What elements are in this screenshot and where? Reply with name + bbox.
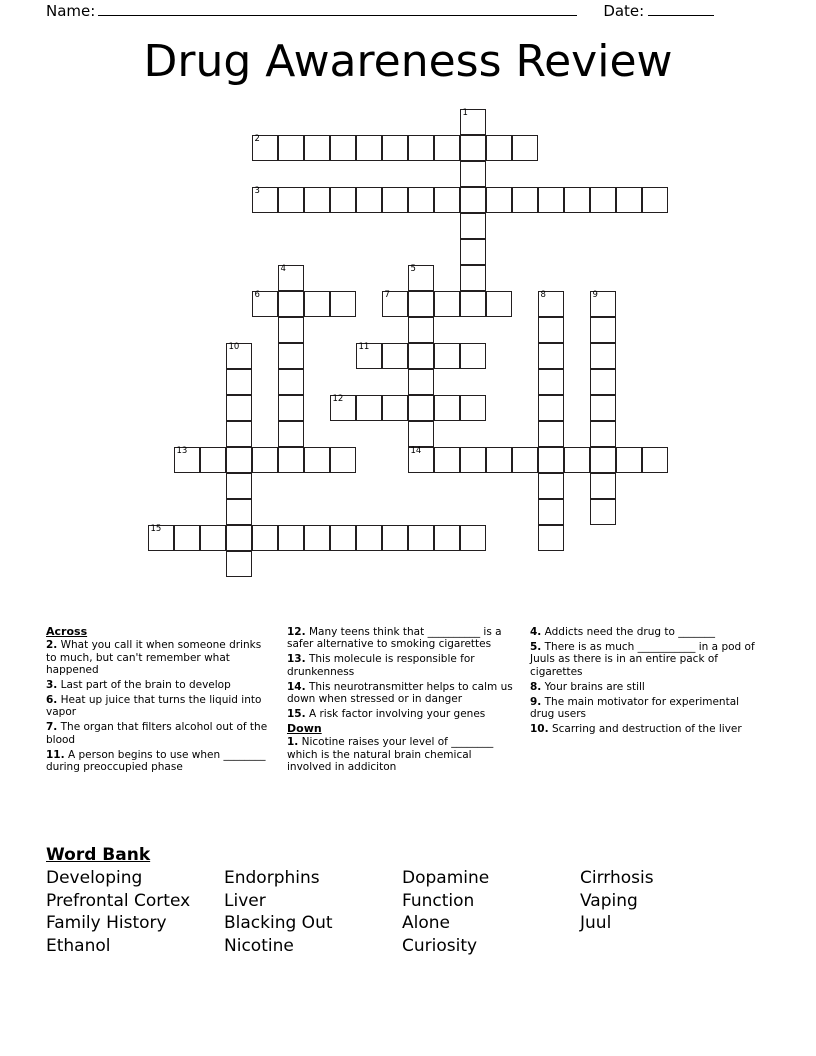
crossword-cell[interactable]: [460, 213, 486, 239]
clue-number: 10.: [530, 722, 549, 735]
crossword-cell[interactable]: [278, 317, 304, 343]
crossword-cell[interactable]: [356, 135, 382, 161]
crossword-cell[interactable]: [174, 525, 200, 551]
word-bank-grid: [46, 867, 770, 957]
crossword-cell[interactable]: [538, 343, 564, 369]
crossword-cell[interactable]: [330, 525, 356, 551]
crossword-cell[interactable]: [382, 343, 408, 369]
crossword-cell[interactable]: [408, 317, 434, 343]
word-bank-word: Liver: [224, 890, 266, 911]
crossword-cell[interactable]: [278, 447, 304, 473]
clue-across-14: [287, 681, 518, 706]
crossword-cell[interactable]: [564, 187, 590, 213]
crossword-cell[interactable]: [590, 473, 616, 499]
crossword-cell[interactable]: [200, 447, 226, 473]
crossword-cell[interactable]: [434, 525, 460, 551]
cell-number: 13: [176, 446, 188, 456]
crossword-cell[interactable]: [408, 369, 434, 395]
crossword-cell[interactable]: [460, 343, 486, 369]
crossword-cell[interactable]: [538, 473, 564, 499]
crossword-cell[interactable]: [616, 187, 642, 213]
crossword-cell[interactable]: [408, 343, 434, 369]
crossword-cell[interactable]: [538, 317, 564, 343]
name-date-row: [46, 2, 770, 20]
word-bank-word: Cirrhosis: [580, 868, 654, 888]
cell-number: 10: [228, 342, 240, 352]
crossword-cell[interactable]: [434, 135, 460, 161]
crossword-cell[interactable]: [304, 525, 330, 551]
clue-column-1: [46, 626, 287, 776]
crossword-cell[interactable]: [278, 525, 304, 551]
clue-text: This neurotransmitter helps to calm us down when stressed or in danger: [287, 680, 513, 706]
crossword-cell[interactable]: [564, 447, 590, 473]
cell-number: 7: [384, 290, 390, 300]
crossword-cell[interactable]: [408, 187, 434, 213]
crossword-cell[interactable]: [538, 499, 564, 525]
crossword-cell[interactable]: [278, 135, 304, 161]
clue-text: The organ that filters alcohol out of the blood: [46, 721, 268, 746]
word-bank-word: Dopamine: [402, 868, 490, 888]
crossword-cell[interactable]: [330, 395, 356, 421]
cell-number: 6: [254, 290, 260, 300]
crossword-cell[interactable]: [252, 291, 278, 317]
crossword-cell[interactable]: [226, 421, 252, 447]
clue-text: Addicts need the drug to _______: [544, 626, 715, 638]
clue-text: Nicotine raises your level of ________ which is the natural brain chemical involved in addiciton: [287, 736, 494, 774]
clue-text: The main motivator for experimental drug users: [530, 695, 740, 720]
clue-number: 2.: [46, 639, 58, 652]
word-bank-word: Vaping: [580, 890, 638, 911]
word-bank-word: Ethanol: [46, 935, 111, 956]
crossword-cell[interactable]: [226, 473, 252, 499]
crossword-cell[interactable]: [434, 343, 460, 369]
word-bank-section: [46, 845, 770, 957]
crossword-cell[interactable]: [278, 187, 304, 213]
across-heading: Across: [46, 625, 88, 638]
word-bank-word: Nicotine: [224, 935, 294, 956]
crossword-cell[interactable]: [590, 291, 616, 317]
crossword-cell[interactable]: [304, 291, 330, 317]
clue-across-11: [46, 749, 275, 774]
crossword-grid: [0, 105, 816, 585]
crossword-cell[interactable]: [642, 447, 668, 473]
crossword-cell[interactable]: [460, 109, 486, 135]
crossword-cell[interactable]: [590, 421, 616, 447]
clue-text: What you call it when someone drinks to much, but can't remember what happened: [46, 639, 262, 677]
crossword-cell[interactable]: [408, 447, 434, 473]
clue-down-5: [530, 641, 758, 678]
crossword-cell[interactable]: [590, 187, 616, 213]
cell-number: 1: [462, 108, 468, 118]
clue-across-13: [287, 653, 518, 678]
crossword-cell[interactable]: [148, 525, 174, 551]
clue-across-3: [46, 679, 275, 691]
crossword-cell[interactable]: [226, 369, 252, 395]
word-bank-word: Function: [402, 890, 475, 911]
crossword-cell[interactable]: [382, 187, 408, 213]
name-blank-line[interactable]: [98, 3, 577, 16]
clue-down-9: [530, 696, 758, 721]
crossword-cell[interactable]: [434, 395, 460, 421]
crossword-cell[interactable]: [460, 395, 486, 421]
crossword-cell[interactable]: [434, 291, 460, 317]
clue-text: Your brains are still: [544, 680, 645, 693]
crossword-cell[interactable]: [538, 369, 564, 395]
clue-number: 1.: [287, 736, 299, 749]
cell-number: 8: [540, 290, 546, 300]
crossword-cell[interactable]: [434, 447, 460, 473]
clue-text: Many teens think that __________ is a safer alternative to smoking cigarettes: [287, 626, 502, 651]
crossword-cell[interactable]: [226, 499, 252, 525]
crossword-cell[interactable]: [356, 395, 382, 421]
clue-number: 8.: [530, 680, 542, 693]
crossword-cell[interactable]: [538, 291, 564, 317]
word-bank-heading: Word Bank: [46, 845, 151, 865]
crossword-cell[interactable]: [278, 343, 304, 369]
crossword-cell[interactable]: [538, 395, 564, 421]
crossword-cell[interactable]: [382, 135, 408, 161]
clue-down-4: [530, 626, 758, 638]
cell-number: 14: [410, 446, 422, 456]
clue-number: 12.: [287, 626, 306, 638]
crossword-cell[interactable]: [460, 187, 486, 213]
cell-number: 12: [332, 394, 344, 404]
crossword-cell[interactable]: [460, 161, 486, 187]
crossword-cell[interactable]: [486, 187, 512, 213]
crossword-cell[interactable]: [460, 265, 486, 291]
crossword-cell[interactable]: [200, 525, 226, 551]
crossword-cell[interactable]: [486, 447, 512, 473]
clue-down-1: [287, 736, 518, 773]
crossword-cell[interactable]: [590, 447, 616, 473]
crossword-cell[interactable]: [642, 187, 668, 213]
crossword-cell[interactable]: [538, 187, 564, 213]
cell-number: 9: [592, 290, 598, 300]
down-heading: Down: [287, 721, 322, 735]
crossword-cell[interactable]: [460, 239, 486, 265]
page-title: Drug Awareness Review: [143, 36, 673, 87]
word-bank-word: Juul: [580, 913, 612, 933]
cell-number: 15: [150, 524, 162, 534]
crossword-cell[interactable]: [356, 343, 382, 369]
crossword-cell[interactable]: [486, 291, 512, 317]
crossword-cell[interactable]: [174, 447, 200, 473]
crossword-cell[interactable]: [590, 395, 616, 421]
crossword-cell[interactable]: [408, 525, 434, 551]
clue-number: 11.: [46, 748, 65, 761]
crossword-cell[interactable]: [226, 525, 252, 551]
clue-text: A risk factor involving your genes: [308, 707, 486, 720]
crossword-cell[interactable]: [330, 135, 356, 161]
cell-number: 11: [358, 342, 370, 352]
word-bank-word: Endorphins: [224, 868, 320, 888]
crossword-cell[interactable]: [330, 447, 356, 473]
crossword-cell[interactable]: [590, 317, 616, 343]
clue-across-6: [46, 694, 275, 719]
crossword-cell[interactable]: [252, 447, 278, 473]
clue-text: Scarring and destruction of the liver: [551, 722, 742, 735]
crossword-cell[interactable]: [616, 447, 642, 473]
crossword-cell[interactable]: [512, 187, 538, 213]
clue-across-15: [287, 708, 518, 720]
cell-number: 3: [254, 186, 260, 196]
crossword-cell[interactable]: [304, 135, 330, 161]
clue-number: 5.: [530, 640, 542, 653]
crossword-cell[interactable]: [226, 447, 252, 473]
clue-across-7: [46, 721, 275, 746]
date-label: Date:: [603, 2, 645, 20]
crossword-cell[interactable]: [538, 525, 564, 551]
crossword-cell[interactable]: [330, 291, 356, 317]
crossword-cell[interactable]: [382, 525, 408, 551]
crossword-cell[interactable]: [486, 135, 512, 161]
crossword-cell[interactable]: [434, 187, 460, 213]
crossword-cell[interactable]: [278, 421, 304, 447]
crossword-cell[interactable]: [408, 265, 434, 291]
clue-column-3: [530, 626, 770, 776]
crossword-cell[interactable]: [538, 447, 564, 473]
word-bank-word: Prefrontal Cortex: [46, 890, 191, 911]
clue-number: 15.: [287, 707, 306, 720]
crossword-cell[interactable]: [460, 447, 486, 473]
cell-number: 5: [410, 264, 416, 274]
crossword-cell[interactable]: [252, 525, 278, 551]
crossword-cell[interactable]: [278, 395, 304, 421]
crossword-cell[interactable]: [252, 135, 278, 161]
clue-down-8: [530, 681, 758, 693]
clue-down-10: [530, 723, 758, 735]
cell-number: 2: [254, 134, 260, 144]
crossword-cell[interactable]: [408, 395, 434, 421]
crossword-cell[interactable]: [408, 135, 434, 161]
word-bank-word: Blacking Out: [224, 913, 333, 933]
word-bank-word: Family History: [46, 913, 167, 933]
word-bank-word: Alone: [402, 913, 450, 933]
clue-text: Last part of the brain to develop: [60, 679, 231, 692]
word-bank-word: Developing: [46, 868, 143, 888]
clue-number: 4.: [530, 626, 542, 638]
clue-number: 13.: [287, 653, 306, 666]
clue-across-12: [287, 626, 518, 651]
clue-text: A person begins to use when ________ during preoccupied phase: [46, 748, 266, 774]
clue-across-2: [46, 639, 275, 676]
clue-number: 9.: [530, 695, 542, 708]
clue-number: 3.: [46, 679, 58, 692]
word-bank-empty: [580, 935, 758, 958]
crossword-cell[interactable]: [330, 187, 356, 213]
clue-number: 7.: [46, 721, 58, 734]
clue-number: 14.: [287, 680, 306, 693]
clue-text: Heat up juice that turns the liquid into vapor: [46, 694, 262, 719]
name-label: Name:: [46, 2, 96, 20]
crossword-cell[interactable]: [460, 525, 486, 551]
date-blank-line[interactable]: [648, 3, 714, 16]
crossword-cell[interactable]: [408, 291, 434, 317]
crossword-cell[interactable]: [382, 395, 408, 421]
crossword-cell[interactable]: [226, 551, 252, 577]
crossword-cell[interactable]: [226, 343, 252, 369]
crossword-cell[interactable]: [590, 343, 616, 369]
clue-column-2: [287, 626, 530, 776]
crossword-cell[interactable]: [304, 187, 330, 213]
crossword-cell[interactable]: [382, 291, 408, 317]
clues-section: [46, 626, 770, 776]
crossword-cell[interactable]: [252, 187, 278, 213]
crossword-cell[interactable]: [278, 291, 304, 317]
crossword-cell[interactable]: [590, 499, 616, 525]
crossword-cell[interactable]: [278, 265, 304, 291]
crossword-cell[interactable]: [304, 447, 330, 473]
crossword-cells: [0, 105, 816, 585]
crossword-cell[interactable]: [538, 421, 564, 447]
clue-text: There is as much ___________ in a pod of Juuls as there is in an entire pack of cigarettes: [530, 640, 755, 678]
crossword-cell[interactable]: [356, 187, 382, 213]
word-bank-word: Curiosity: [402, 935, 478, 956]
cell-number: 4: [280, 264, 286, 274]
crossword-cell[interactable]: [512, 447, 538, 473]
clue-number: 6.: [46, 694, 58, 707]
crossword-cell[interactable]: [460, 135, 486, 161]
crossword-cell[interactable]: [408, 421, 434, 447]
crossword-cell[interactable]: [356, 525, 382, 551]
clue-text: This molecule is responsible for drunkenness: [287, 653, 475, 678]
crossword-cell[interactable]: [460, 291, 486, 317]
crossword-cell[interactable]: [278, 369, 304, 395]
crossword-cell[interactable]: [512, 135, 538, 161]
crossword-cell[interactable]: [226, 395, 252, 421]
crossword-cell[interactable]: [590, 369, 616, 395]
